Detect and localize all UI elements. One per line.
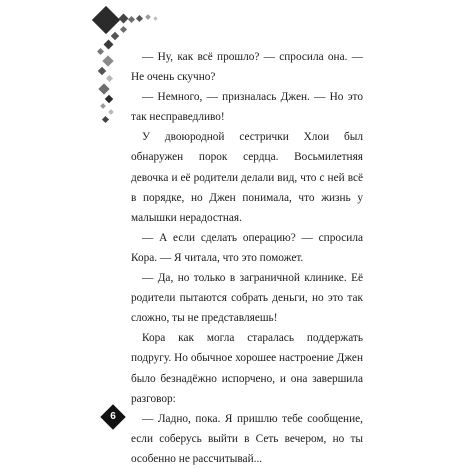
small-diamond-icon bbox=[97, 48, 104, 55]
small-diamond-icon bbox=[100, 103, 106, 109]
paragraph: — Да, но только в заграничной клинике. Её родители пытаются собрать деньги, но это так сложно, ты не представляешь! bbox=[131, 272, 363, 325]
paragraph: — Ладно, пока. Я пришлю тебе сообщение, если соберусь выйти в Сеть вечером, но ты особенно не рассчитывай... bbox=[131, 412, 363, 465]
paragraph: — Ну, как всё прошло? — спросила она. — Не очень скучно? bbox=[131, 51, 363, 84]
page-number: 6 bbox=[110, 411, 116, 422]
small-diamond-icon bbox=[120, 26, 127, 33]
small-diamond-icon bbox=[108, 109, 114, 115]
small-diamond-icon bbox=[119, 14, 129, 24]
paragraph: — А если сделать операцию? — спросила Кора. — Я читала, что это поможет. bbox=[131, 231, 363, 264]
paragraph: — Немного, — призналась Джен. — Но это так несправедливо! bbox=[131, 91, 363, 124]
small-diamond-icon bbox=[105, 95, 113, 103]
page-number-badge bbox=[100, 404, 126, 430]
small-diamond-icon bbox=[111, 32, 119, 40]
small-diamond-icon bbox=[136, 15, 143, 22]
small-diamond-icon bbox=[145, 14, 151, 20]
small-diamond-icon bbox=[98, 83, 109, 94]
small-diamond-icon bbox=[153, 16, 157, 20]
body-text bbox=[131, 47, 363, 469]
small-diamond-icon bbox=[98, 67, 106, 75]
small-diamond-icon bbox=[106, 75, 113, 82]
small-diamond-icon bbox=[102, 116, 109, 123]
paragraph: У двоюродной сестрички Хлои был обнаружен порок сердца. Восьмилетняя девочка и её родители делали вид, что с ней всё в порядке, но Джен понимала, что жизнь у малышки нерадостная. bbox=[131, 131, 363, 224]
small-diamond-icon bbox=[102, 55, 113, 66]
small-diamond-icon bbox=[104, 40, 114, 50]
paragraph: Кора как могла старалась поддержать подругу. Но обычное хорошее настроение Джен было безнадёжно испорчено, и она завершила разговор: bbox=[131, 332, 363, 405]
small-diamond-icon bbox=[128, 16, 135, 23]
large-diamond-icon bbox=[92, 6, 120, 34]
